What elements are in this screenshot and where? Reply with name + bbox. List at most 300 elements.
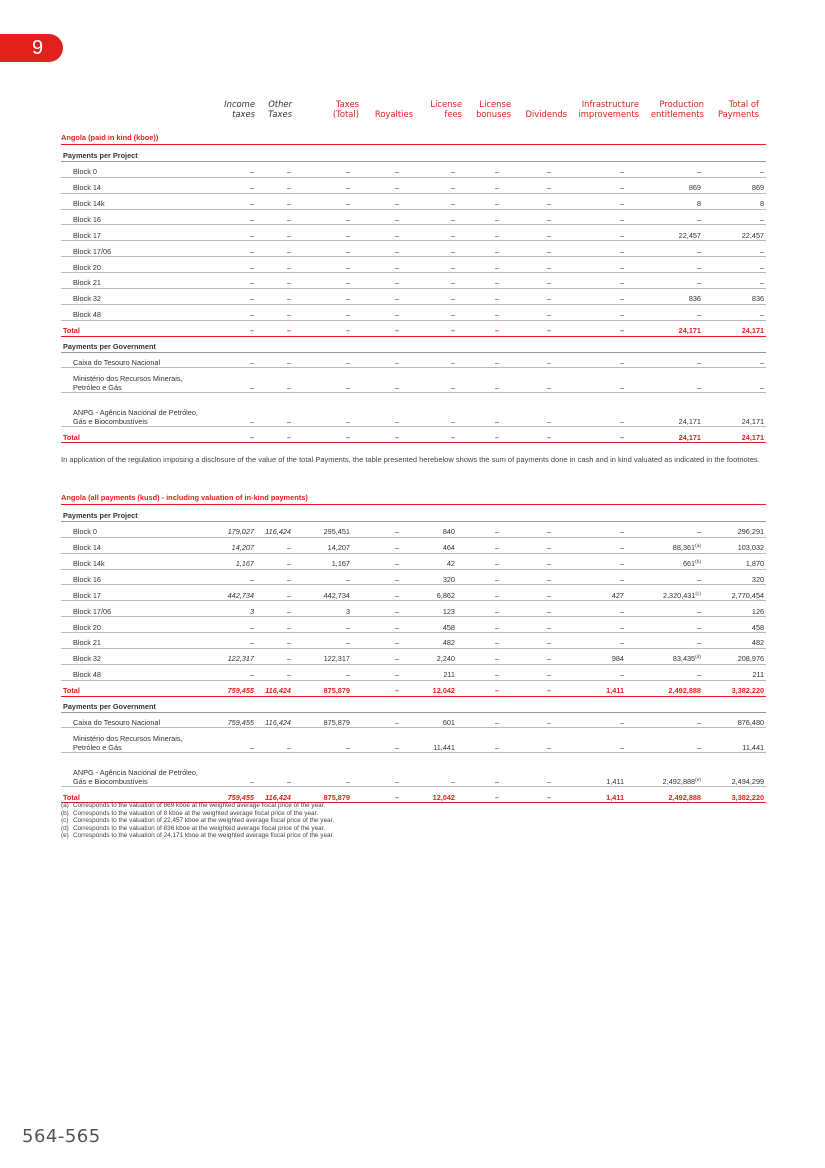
cell xyxy=(553,728,626,753)
column-header-5: License bonuses xyxy=(476,99,511,119)
cell xyxy=(626,633,703,649)
cell-value: – xyxy=(286,776,291,786)
cell xyxy=(626,177,703,193)
cell-value: 2,320,431 xyxy=(662,590,696,600)
footnote-key: (a) xyxy=(61,802,69,809)
cell xyxy=(293,320,352,336)
cell xyxy=(401,193,457,209)
cell-value: – xyxy=(494,543,499,553)
cell xyxy=(553,521,626,537)
cell-value: – xyxy=(494,278,499,288)
cell xyxy=(293,368,352,393)
cell-value: 875,879 xyxy=(323,686,350,696)
cell xyxy=(501,304,553,320)
cell xyxy=(201,649,256,665)
cell xyxy=(703,680,766,696)
cell xyxy=(401,569,457,585)
row-label: Payments per Government xyxy=(61,336,766,352)
cell xyxy=(703,393,766,427)
row-label: Block 48 xyxy=(61,304,201,320)
cell-value: – xyxy=(494,214,499,224)
cell-value: – xyxy=(696,310,701,320)
cell xyxy=(293,225,352,241)
cell xyxy=(401,241,457,257)
cell xyxy=(293,664,352,680)
cell xyxy=(553,617,626,633)
cell-value: – xyxy=(546,326,551,336)
cell xyxy=(553,585,626,601)
footnote xyxy=(61,810,766,818)
cell xyxy=(401,633,457,649)
cell-value: – xyxy=(286,606,291,616)
cell-value: – xyxy=(696,246,701,256)
cell-value: – xyxy=(286,416,291,426)
footnotes xyxy=(61,802,766,840)
cell xyxy=(256,209,293,225)
cell xyxy=(457,728,501,753)
cell-value: – xyxy=(394,638,399,648)
table-row xyxy=(61,569,766,585)
cell xyxy=(256,320,293,336)
cell-value: – xyxy=(345,382,350,392)
cell xyxy=(501,289,553,305)
cell-value: – xyxy=(394,558,399,568)
cell xyxy=(703,368,766,393)
cell-value: 24,171 xyxy=(741,416,765,426)
cell xyxy=(457,368,501,393)
cell xyxy=(201,257,256,273)
cell xyxy=(703,553,766,569)
cell-value: – xyxy=(494,792,499,802)
page-number: 564-565 xyxy=(22,1126,101,1147)
cell-value: 2,492,888 xyxy=(668,686,701,696)
cell-value: – xyxy=(249,294,254,304)
cell-value: – xyxy=(286,246,291,256)
cell xyxy=(352,368,401,393)
cell xyxy=(553,601,626,617)
cell-value: – xyxy=(619,246,624,256)
cell xyxy=(201,664,256,680)
cell-value: – xyxy=(450,198,455,208)
cell-value: 88,361 xyxy=(672,543,696,553)
chapter-badge: 9 xyxy=(0,34,63,62)
cell xyxy=(457,664,501,680)
cell xyxy=(201,304,256,320)
intro-paragraph: In application of the regulation imposing a disclosure of the value of the total Payments, the table presented herebelow shows the sum of payments done in cash and in kind valuated as indicated in the footnotes. xyxy=(61,455,760,464)
table-row xyxy=(61,352,766,368)
cell-value: – xyxy=(760,382,765,392)
cell-value: 11,441 xyxy=(742,742,765,752)
cell-value: – xyxy=(546,776,551,786)
cell xyxy=(553,320,626,336)
cell xyxy=(626,680,703,696)
cell-value: – xyxy=(450,294,455,304)
cell-value: 22,457 xyxy=(678,230,701,240)
cell-value: – xyxy=(494,590,499,600)
cell xyxy=(501,537,553,553)
cell-value: – xyxy=(619,558,624,568)
cell xyxy=(501,241,553,257)
cell-value: – xyxy=(494,262,499,272)
cell-value: 458 xyxy=(751,622,765,632)
cell xyxy=(352,521,401,537)
cell xyxy=(201,553,256,569)
cell-value: – xyxy=(619,622,624,632)
table-row xyxy=(61,617,766,633)
cell xyxy=(201,289,256,305)
cell-value: – xyxy=(619,198,624,208)
cell-value: – xyxy=(249,416,254,426)
cell-value: – xyxy=(345,357,350,367)
cell xyxy=(293,569,352,585)
cell xyxy=(501,728,553,753)
column-header-7: Infrastructure improvements xyxy=(578,99,639,119)
cell xyxy=(256,617,293,633)
footnote-text: Corresponds to the valuation of 836 kboe at the weighted average fiscal price of the year. xyxy=(73,824,326,832)
cell-value: – xyxy=(546,416,551,426)
cell xyxy=(626,289,703,305)
cell-value: – xyxy=(760,310,765,320)
cell xyxy=(401,537,457,553)
cell-value: – xyxy=(394,622,399,632)
cell-value: – xyxy=(345,294,350,304)
cell-value: – xyxy=(696,382,701,392)
cell-value: – xyxy=(696,742,701,752)
cell-value: – xyxy=(450,326,455,336)
cell-value: – xyxy=(345,574,350,584)
cell xyxy=(293,553,352,569)
cell-value: – xyxy=(696,278,701,288)
cell-value: – xyxy=(546,742,551,752)
cell xyxy=(553,664,626,680)
cell-value: – xyxy=(286,622,291,632)
row-label: Block 17/06 xyxy=(61,241,201,257)
cell xyxy=(352,241,401,257)
footnote-text: Corresponds to the valuation of 8 kboe at the weighted average fiscal price of the year. xyxy=(73,809,319,817)
column-header-9: Total of Payments xyxy=(717,99,759,119)
cell xyxy=(293,649,352,665)
cell xyxy=(401,393,457,427)
cell-value: 759,455 xyxy=(227,717,254,727)
cell xyxy=(501,352,553,368)
cell-value: – xyxy=(286,357,291,367)
cell-value: – xyxy=(546,214,551,224)
cell xyxy=(201,753,256,787)
cell-value: – xyxy=(394,527,399,537)
cell-value: – xyxy=(345,262,350,272)
cell xyxy=(352,585,401,601)
cell-value: – xyxy=(546,792,551,802)
cell-value: 122,317 xyxy=(227,654,254,664)
cell-value: – xyxy=(760,167,765,177)
cell-value: 211 xyxy=(443,670,455,680)
cell xyxy=(703,257,766,273)
cell xyxy=(352,728,401,753)
cell xyxy=(293,273,352,289)
footnote-text: Corresponds to the valuation of 869 kboe at the weighted average fiscal price of the year. xyxy=(73,802,326,809)
cell-value: – xyxy=(394,416,399,426)
cell-value: 126 xyxy=(751,606,765,616)
total-row xyxy=(61,680,766,696)
cell xyxy=(626,320,703,336)
cell-value: – xyxy=(494,357,499,367)
cell-value: – xyxy=(450,776,455,786)
table-row xyxy=(61,273,766,289)
cell-value: 2,240 xyxy=(436,654,455,664)
cell xyxy=(201,728,256,753)
cell-value: – xyxy=(394,432,399,442)
cell-value: – xyxy=(286,638,291,648)
cell-value: – xyxy=(345,167,350,177)
cell-value: – xyxy=(345,670,350,680)
cell xyxy=(501,633,553,649)
row-label: Total xyxy=(61,427,201,443)
cell-value: – xyxy=(345,278,350,288)
cell-value: – xyxy=(619,278,624,288)
cell xyxy=(457,753,501,787)
cell-value: – xyxy=(546,382,551,392)
row-label: Block 20 xyxy=(61,617,201,633)
cell-value: – xyxy=(494,310,499,320)
cell-value: 482 xyxy=(442,638,455,648)
cell-value: – xyxy=(546,543,551,553)
cell xyxy=(703,427,766,443)
cell-value: 601 xyxy=(442,717,455,727)
cell xyxy=(501,753,553,787)
cell-value: – xyxy=(394,742,399,752)
footnote xyxy=(61,817,766,825)
cell-value: – xyxy=(619,183,624,193)
cell-value: – xyxy=(696,670,701,680)
row-label: Caixa do Tesouro Nacional xyxy=(61,712,201,728)
cell-value: – xyxy=(494,326,499,336)
cell xyxy=(201,601,256,617)
cell xyxy=(553,753,626,787)
cell-value: 83,435 xyxy=(672,654,696,664)
cell xyxy=(293,393,352,427)
cell-value: – xyxy=(619,717,624,727)
cell-value: – xyxy=(619,574,624,584)
cell xyxy=(553,177,626,193)
cell xyxy=(457,633,501,649)
cell xyxy=(201,209,256,225)
cell xyxy=(553,352,626,368)
cell xyxy=(626,273,703,289)
cell xyxy=(703,289,766,305)
cell-value: – xyxy=(494,638,499,648)
table-row xyxy=(61,161,766,177)
cell-value: – xyxy=(249,214,254,224)
cell-value: – xyxy=(760,262,765,272)
cell-value: – xyxy=(546,606,551,616)
table-kind-payments xyxy=(61,146,766,443)
cell xyxy=(401,352,457,368)
cell-value: 179,027 xyxy=(227,527,254,537)
cell-value: 11,441 xyxy=(433,742,455,752)
cell-value: – xyxy=(345,776,350,786)
cell-value: – xyxy=(394,543,399,553)
cell-value: – xyxy=(450,382,455,392)
cell xyxy=(293,177,352,193)
cell xyxy=(457,209,501,225)
cell-value: – xyxy=(546,527,551,537)
cell xyxy=(256,712,293,728)
cell-value: – xyxy=(394,310,399,320)
cell-value: – xyxy=(619,543,624,553)
cell xyxy=(703,304,766,320)
cell xyxy=(256,161,293,177)
cell xyxy=(457,649,501,665)
cell xyxy=(626,225,703,241)
cell xyxy=(457,193,501,209)
cell-value: – xyxy=(546,262,551,272)
cell xyxy=(256,537,293,553)
cell xyxy=(626,241,703,257)
cell xyxy=(626,664,703,680)
cell-value: – xyxy=(546,558,551,568)
row-label: Total xyxy=(61,680,201,696)
cell xyxy=(626,352,703,368)
cell-value: – xyxy=(394,262,399,272)
cell-value: 759,455 xyxy=(227,686,254,696)
table-row xyxy=(61,193,766,209)
cell xyxy=(703,585,766,601)
cell xyxy=(401,521,457,537)
cell-value: 8 xyxy=(696,198,701,208)
total-row xyxy=(61,427,766,443)
cell xyxy=(553,712,626,728)
cell-value: 116,424 xyxy=(265,792,291,802)
table-row xyxy=(61,521,766,537)
cell-value: 1,167 xyxy=(331,558,350,568)
cell xyxy=(256,601,293,617)
cell-value: – xyxy=(345,622,350,632)
cell xyxy=(401,664,457,680)
cell-value: – xyxy=(345,310,350,320)
cell xyxy=(401,617,457,633)
cell xyxy=(352,787,401,803)
cell xyxy=(626,649,703,665)
cell xyxy=(553,225,626,241)
cell-value: – xyxy=(546,717,551,727)
cell-value: – xyxy=(345,214,350,224)
cell xyxy=(352,161,401,177)
cell-value: – xyxy=(394,654,399,664)
cell-value: – xyxy=(286,183,291,193)
table-row xyxy=(61,257,766,273)
row-label: ANPG - Agência Nacional de Petróleo, Gás e Biocombustíveis xyxy=(61,753,201,787)
cell-value: – xyxy=(249,382,254,392)
cell-value: – xyxy=(450,214,455,224)
cell xyxy=(703,787,766,803)
row-label: Block 16 xyxy=(61,569,201,585)
cell-value: 295,451 xyxy=(323,527,350,537)
column-header-3: Royalties xyxy=(374,108,413,119)
cell-value: 1,411 xyxy=(606,792,624,802)
cell xyxy=(201,241,256,257)
cell xyxy=(201,537,256,553)
cell-value: 116,424 xyxy=(265,686,291,696)
cell-value: – xyxy=(494,742,499,752)
cell xyxy=(553,553,626,569)
cell xyxy=(501,617,553,633)
cell xyxy=(457,225,501,241)
cell-value: – xyxy=(345,246,350,256)
cell-value: – xyxy=(546,686,551,696)
cell xyxy=(352,649,401,665)
cell-value: – xyxy=(286,198,291,208)
cell xyxy=(626,712,703,728)
cell-value: – xyxy=(546,230,551,240)
cell-value: – xyxy=(696,574,701,584)
row-label: Block 32 xyxy=(61,289,201,305)
cell xyxy=(703,712,766,728)
cell-value: – xyxy=(546,622,551,632)
cell-value: 116,424 xyxy=(265,527,291,537)
cell-value: – xyxy=(345,638,350,648)
cell xyxy=(352,680,401,696)
cell-value: – xyxy=(345,742,350,752)
cell xyxy=(256,289,293,305)
cell xyxy=(201,273,256,289)
cell xyxy=(352,225,401,241)
subheader-row xyxy=(61,696,766,712)
cell-value: – xyxy=(286,558,291,568)
cell xyxy=(501,680,553,696)
cell-value: – xyxy=(450,262,455,272)
cell xyxy=(553,680,626,696)
cell-value: 875,879 xyxy=(323,717,350,727)
cell xyxy=(201,320,256,336)
cell-value: – xyxy=(286,590,291,600)
cell-value: 3,382,220 xyxy=(731,686,765,696)
cell-value: – xyxy=(394,606,399,616)
cell-value: – xyxy=(394,670,399,680)
cell-value: – xyxy=(286,654,291,664)
cell-value: – xyxy=(696,262,701,272)
cell xyxy=(293,521,352,537)
cell-value: – xyxy=(546,574,551,584)
cell xyxy=(703,617,766,633)
cell-value: – xyxy=(546,278,551,288)
cell-value: – xyxy=(249,278,254,288)
cell xyxy=(352,193,401,209)
cell xyxy=(293,289,352,305)
cell-value: – xyxy=(696,167,701,177)
footnote xyxy=(61,832,766,840)
cell-value: – xyxy=(696,622,701,632)
cell xyxy=(401,257,457,273)
cell-value: – xyxy=(249,670,254,680)
cell xyxy=(401,680,457,696)
footnote-text: Corresponds to the valuation of 22,457 kboe at the weighted average fiscal price of the year. xyxy=(73,817,335,825)
cell-value: – xyxy=(450,246,455,256)
cell xyxy=(256,193,293,209)
cell xyxy=(501,585,553,601)
cell xyxy=(626,368,703,393)
cell xyxy=(703,161,766,177)
cell xyxy=(352,177,401,193)
cell xyxy=(256,368,293,393)
cell-value: 458 xyxy=(442,622,455,632)
cell-value: – xyxy=(394,326,399,336)
row-label: Block 17 xyxy=(61,225,201,241)
cell xyxy=(457,601,501,617)
cell xyxy=(553,289,626,305)
cell-value: – xyxy=(394,246,399,256)
row-label: Caixa do Tesouro Nacional xyxy=(61,352,201,368)
cell-value: – xyxy=(494,776,499,786)
